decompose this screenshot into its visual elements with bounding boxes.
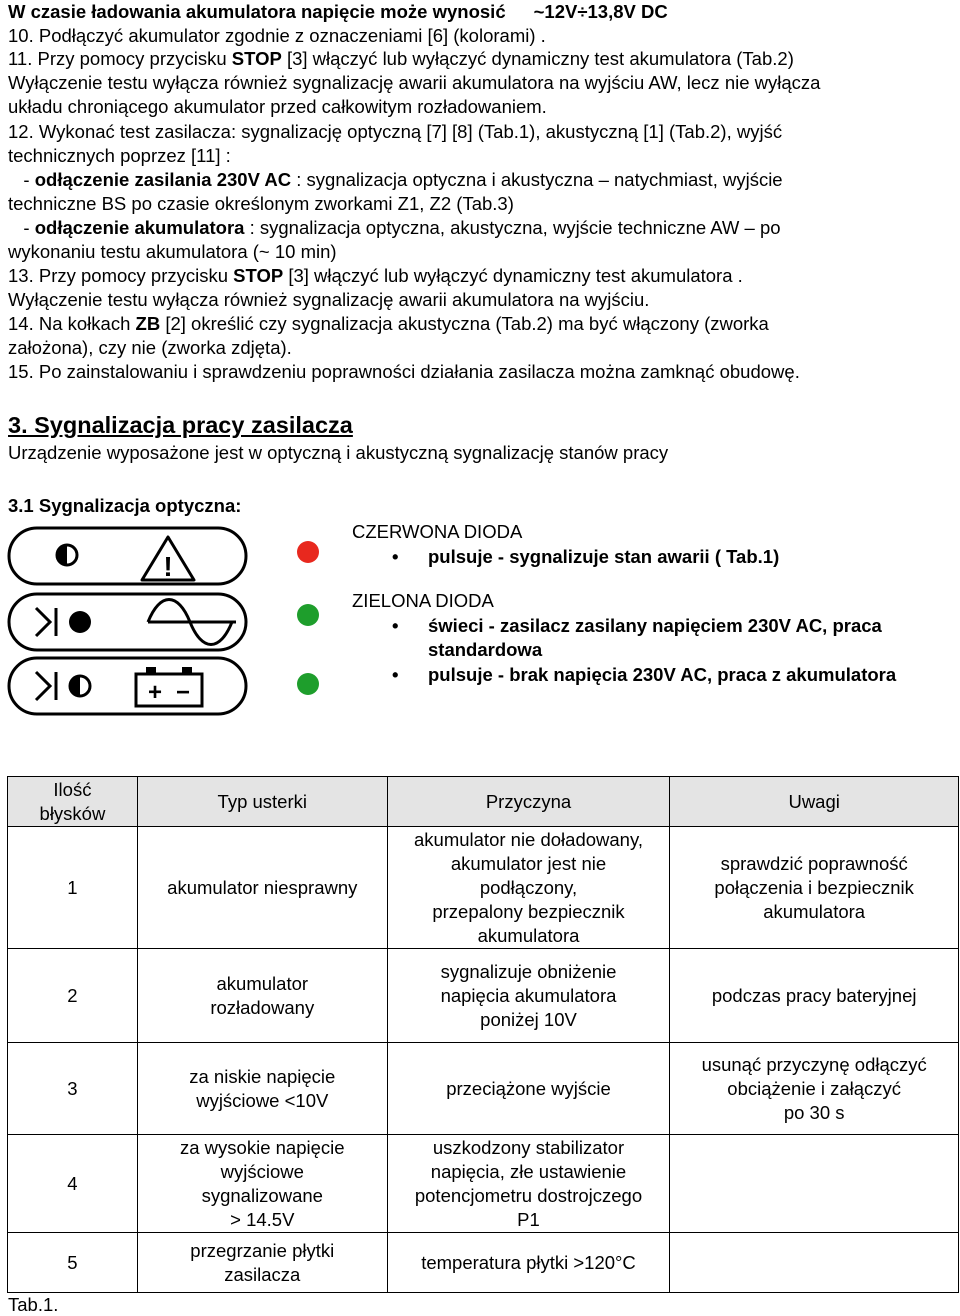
line-1-text: W czasie ładowania akumulatora napięcie może wynosić: [8, 1, 506, 22]
line-3: [8, 47, 794, 71]
table-cell: 2: [8, 949, 138, 1043]
line-3-a: 11. Przy pomocy przycisku: [8, 48, 232, 69]
svg-text:!: !: [163, 551, 173, 582]
line-1: [8, 0, 668, 24]
table-cell: 4: [8, 1135, 138, 1233]
line-15: założona), czy nie (zworka zdjęta).: [8, 337, 292, 358]
arrow-in-icon: [36, 672, 56, 700]
line-3-c: [3] włączyć lub wyłączyć dynamiczny test akumulatora (Tab.2): [281, 48, 794, 69]
red-led-title: CZERWONA DIODA: [352, 521, 523, 542]
table-row: [8, 1135, 959, 1233]
line-12: [8, 264, 743, 288]
line-14-zb: ZB: [135, 313, 161, 334]
sine-wave-icon: [148, 600, 236, 645]
line-8-c: : sygnalizacja optyczna i akustyczna – natychmiast, wyjście: [291, 169, 783, 190]
table-cell: podczas pracy bateryjnej: [670, 949, 959, 1043]
warning-triangle-icon: [142, 537, 194, 582]
table-cell: temperatura płytki >120°C: [387, 1233, 670, 1293]
table-cell: akumulator niesprawny: [137, 827, 387, 949]
table-cell: za wysokie napięcie wyjściowe sygnalizowane > 14.5V: [137, 1135, 387, 1233]
green-led-item-1-text: świeci - zasilacz zasilany napięciem 230V AC, praca: [428, 615, 882, 636]
table-cell: uszkodzony stabilizator napięcia, złe ustawienie potencjometru dostrojczego P1: [387, 1135, 670, 1233]
table-cell: akumulator rozładowany: [137, 949, 387, 1043]
header-cell: Przyczyna: [387, 777, 670, 827]
led-panel-diagram: [0, 522, 340, 722]
table-cell: 1: [8, 827, 138, 949]
green-led-item-2: [392, 664, 896, 686]
red-led: [297, 541, 319, 563]
line-10-b: odłączenie akumulatora: [34, 217, 245, 238]
green-led: [297, 604, 319, 626]
green-led-item-2-text: pulsuje - brak napięcia 230V AC, praca z akumulatora: [428, 664, 897, 685]
green-led-title: ZIELONA DIODA: [352, 590, 494, 611]
half-circle-icon: [70, 676, 90, 696]
line-5: układu chroniącego akumulator przed całkowitym rozładowaniem.: [8, 96, 547, 117]
table-cell: sprawdzić poprawność połączenia i bezpiecznik akumulatora: [670, 827, 959, 949]
table-cell: 5: [8, 1233, 138, 1293]
table-row: [8, 949, 959, 1043]
table-cell: usunąć przyczynę odłączyć obciążenie i załączyć po 30 s: [670, 1043, 959, 1135]
line-12-a: 13. Przy pomocy przycisku: [8, 265, 234, 286]
line-10-c: : sygnalizacja optyczna, akustyczna, wyjście techniczne AW – po: [244, 217, 781, 238]
line-16: 15. Po zainstalowaniu i sprawdzeniu poprawności działania zasilacza można zamknąć obudowę.: [8, 361, 800, 382]
half-circle-icon: [57, 545, 77, 565]
line-14-c: [2] określić czy sygnalizacja akustyczna (Tab.2) ma być włączony (zworka: [160, 313, 769, 334]
line-14-a: 14. Na kołkach: [8, 313, 136, 334]
section-intro: Urządzenie wyposażone jest w optyczną i akustyczną sygnalizację stanów pracy: [8, 442, 669, 463]
filled-circle-icon: [69, 611, 91, 633]
header-cell: Uwagi: [670, 777, 959, 827]
fault-table: [7, 776, 959, 1293]
green-led-item-1-cont: standardowa: [428, 639, 543, 660]
line-2: 10. Podłączyć akumulator zgodnie z oznaczeniami [6] (kolorami) .: [8, 25, 546, 46]
table-cell: 3: [8, 1043, 138, 1135]
panel-alarm: [9, 528, 246, 584]
line-9: techniczne BS po czasie określonym zworkami Z1, Z2 (Tab.3): [8, 193, 514, 214]
panel-battery: [9, 658, 246, 714]
table-cell: [670, 1135, 959, 1233]
table-cell: za niskie napięcie wyjściowe <10V: [137, 1043, 387, 1135]
table-caption: Tab.1.: [8, 1294, 59, 1315]
green-led-item-1: [392, 615, 882, 637]
table-cell: akumulator nie doładowany, akumulator jest nie podłączony, przepalony bezpiecznik akumulatora: [387, 827, 670, 949]
line-12-c: [3] włączyć lub wyłączyć dynamiczny test akumulatora .: [283, 265, 743, 286]
subsection-title: 3.1 Sygnalizacja optyczna:: [8, 495, 242, 516]
battery-icon: [136, 667, 202, 706]
table-row: [8, 1043, 959, 1135]
table-row: [8, 1233, 959, 1293]
arrow-in-icon: [36, 608, 56, 636]
line-4: Wyłączenie testu wyłącza również sygnalizację awarii akumulatora na wyjściu AW, lecz nie wyłącza: [8, 72, 821, 93]
line-6: 12. Wykonać test zasilacza: sygnalizację optyczną [7] [8] (Tab.1), akustyczną [1] (Tab.2), wyjść: [8, 121, 783, 142]
line-13: Wyłączenie testu wyłącza również sygnalizację awarii akumulatora na wyjściu.: [8, 289, 650, 310]
table-cell: sygnalizuje obniżenie napięcia akumulatora poniżej 10V: [387, 949, 670, 1043]
table-cell: przeciążone wyjście: [387, 1043, 670, 1135]
green-led: [297, 673, 319, 695]
table-cell: przegrzanie płytki zasilacza: [137, 1233, 387, 1293]
line-8: [8, 168, 783, 192]
line-10: [8, 216, 781, 240]
section-title: 3. Sygnalizacja pracy zasilacza: [8, 412, 353, 438]
table-header-row: [8, 777, 959, 827]
header-cell: Ilość błysków: [8, 777, 138, 827]
red-led-item: [392, 546, 779, 568]
header-cell: Typ usterki: [137, 777, 387, 827]
svg-text:+: +: [147, 679, 163, 706]
line-8-a: -: [8, 169, 35, 190]
line-14: [8, 312, 769, 336]
line-12-stop: STOP: [233, 265, 284, 286]
line-11: wykonaniu testu akumulatora (~ 10 min): [8, 241, 337, 262]
line-3-stop: STOP: [231, 48, 282, 69]
table-row: [8, 827, 959, 949]
red-led-item-text: pulsuje - sygnalizuje stan awarii ( Tab.1): [428, 546, 780, 567]
line-7: technicznych poprzez [11] :: [8, 145, 231, 166]
svg-text:−: −: [175, 679, 191, 706]
line-10-a: -: [8, 217, 35, 238]
line-1-voltage: ~12V÷13,8V DC: [533, 1, 668, 22]
line-8-b: odłączenie zasilania 230V AC: [34, 169, 292, 190]
table-cell: [670, 1233, 959, 1293]
